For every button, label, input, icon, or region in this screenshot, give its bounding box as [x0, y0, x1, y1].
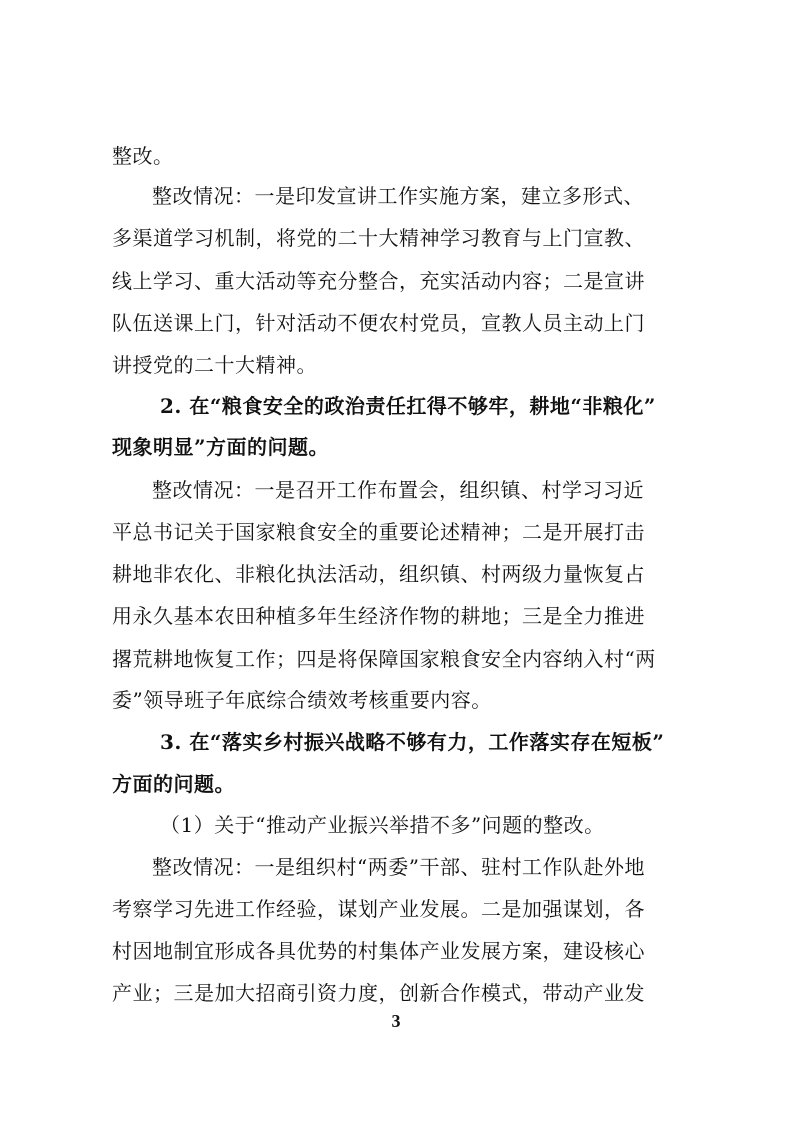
text-line-5: 队伍送课上门，针对活动不便农村党员，宣教人员主动上门	[112, 311, 645, 335]
text-line-15: 村因地制宜形成各具优势的村集体产业发展方案，建设核心	[112, 939, 645, 963]
heading-line-2: 现象明显”方面的问题。	[112, 435, 330, 459]
text-line-4: 线上学习、重大活动等充分整合，充实活动内容；二是宣讲	[112, 269, 645, 293]
text-line-10: 用永久基本农田种植多年生经济作物的耕地；三是全力推进	[112, 604, 645, 628]
text-line-14: 考察学习先进工作经验，谋划产业发展。二是加强谋划，各	[112, 897, 645, 921]
text-line-12: 委”领导班子年底综合绩效考核重要内容。	[112, 688, 492, 712]
heading-line-4: 方面的问题。	[112, 772, 235, 796]
text-line-1: 整改。	[112, 144, 174, 168]
heading-line-1: 2. 在“粮食安全的政治责任扛得不够牢，耕地“非粮化”	[160, 394, 656, 418]
text-line-2: 整改情况：一是印发宣讲工作实施方案，建立多形式、	[152, 184, 644, 208]
text-line-16: 产业；三是加大招商引资力度，创新合作模式，带动产业发	[112, 981, 645, 1005]
heading-line-3: 3. 在“落实乡村振兴战略不够有力，工作落实存在短板”	[160, 730, 665, 754]
text-line-7: 整改情况：一是召开工作布置会，组织镇、村学习习近	[152, 478, 644, 502]
text-line-11: 撂荒耕地恢复工作；四是将保障国家粮食安全内容纳入村“两	[112, 647, 656, 671]
text-line-9: 耕地非农化、非粮化执法活动，组织镇、村两级力量恢复占	[112, 562, 645, 586]
text-line-13: 整改情况：一是组织村“两委”干部、驻村工作队赴外地	[152, 855, 645, 879]
text-line-6: 讲授党的二十大精神。	[112, 353, 317, 377]
page-number: 3	[391, 1011, 401, 1031]
subheading-line: （1）关于“推动产业振兴举措不多”问题的整改。	[160, 813, 605, 837]
text-line-8: 平总书记关于国家粮食安全的重要论述精神；二是开展打击	[112, 520, 645, 544]
text-line-3: 多渠道学习机制，将党的二十大精神学习教育与上门宣教、	[112, 226, 645, 250]
